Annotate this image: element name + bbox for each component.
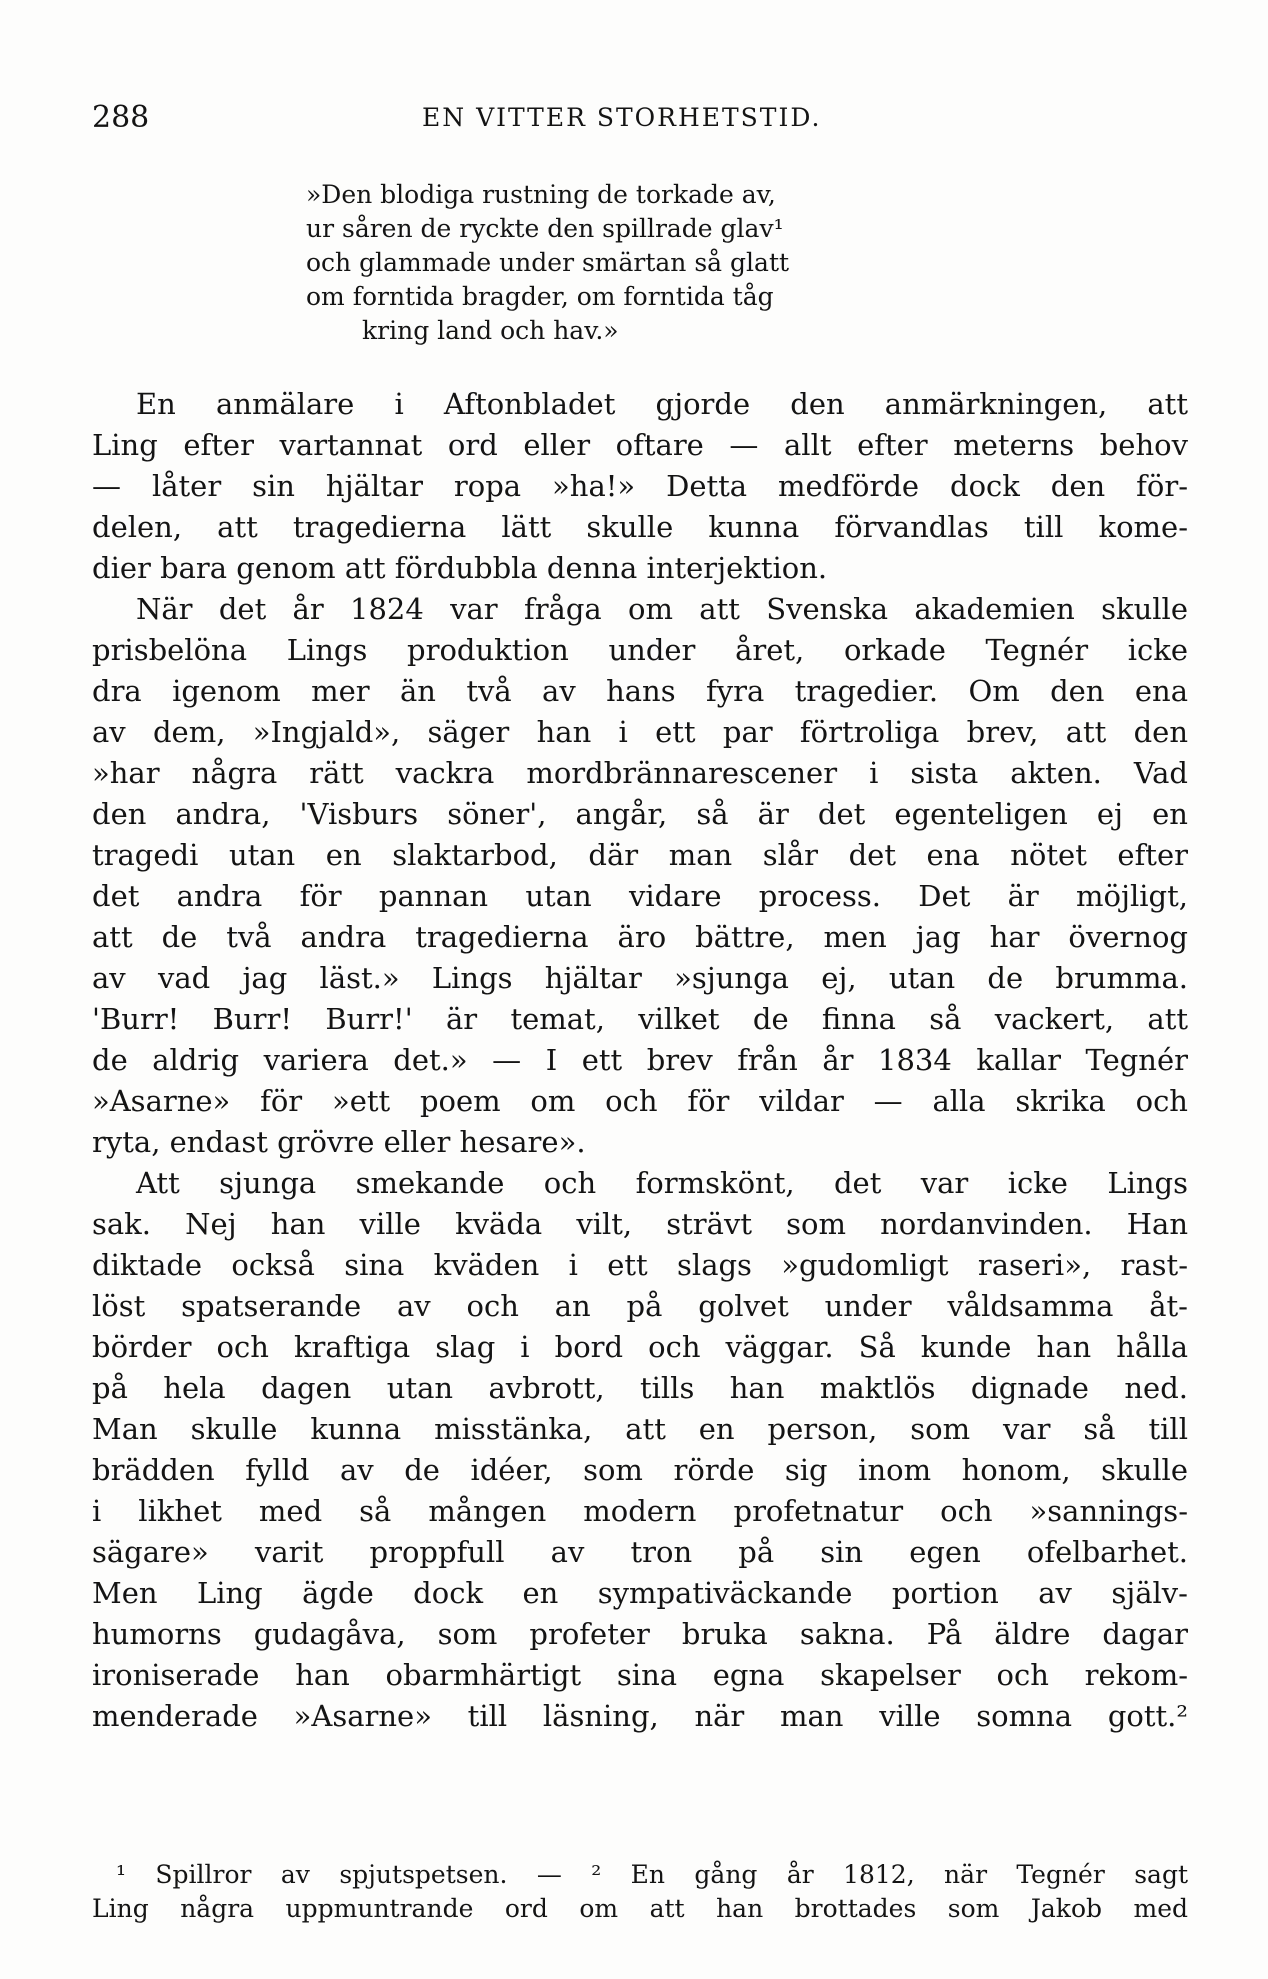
text-line: börder och kraftiga slag i bord och väggar. Så kunde han hålla — [92, 1330, 1188, 1364]
text-line: delen, att tragedierna lätt skulle kunna förvandlas till kome- — [92, 510, 1188, 544]
text-line: En anmälare i Aftonbladet gjorde den anmärkningen, att — [136, 387, 1188, 421]
text-line: — låter sin hjältar ropa »ha!» Detta medförde dock den för- — [92, 469, 1188, 503]
text-line: Men Ling ägde dock en sympativäckande portion av själv- — [92, 1576, 1188, 1610]
text-line: Ling efter vartannat ord eller oftare — allt efter meterns behov — [92, 428, 1188, 462]
page-header — [92, 98, 1188, 138]
text-line: sägare» varit proppfull av tron på sin egen ofelbarhet. — [92, 1535, 1188, 1569]
text-line: i likhet med så mången modern profetnatur och »sannings- — [92, 1494, 1188, 1528]
poem-line: om forntida bragder, om forntida tåg — [306, 282, 774, 311]
poem-line: och glammade under smärtan så glatt — [306, 248, 790, 277]
body-text — [92, 384, 1188, 1737]
text-line: ironiserade han obarmhärtigt sina egna skapelser och rekom- — [92, 1658, 1188, 1692]
poem-line: ur såren de ryckte den spillrade glav¹ — [306, 214, 784, 243]
text-line: de aldrig variera det.» — I ett brev från år 1834 kallar Tegnér — [92, 1043, 1188, 1077]
text-line: sak. Nej han ville kväda vilt, strävt som nordanvinden. Han — [92, 1207, 1188, 1241]
text-line: av vad jag läst.» Lings hjältar »sjunga ej, utan de brumma. — [92, 961, 1188, 995]
text-line: prisbelöna Lings produktion under året, orkade Tegnér icke — [92, 633, 1188, 667]
text-line: tragedi utan en slaktarbod, där man slår det ena nötet efter — [92, 838, 1188, 872]
text-line: brädden fylld av de idéer, som rörde sig inom honom, skulle — [92, 1453, 1188, 1487]
text-line: »Asarne» för »ett poem om och för vildar — alla skrika och — [92, 1084, 1188, 1118]
text-line: dra igenom mer än två av hans fyra tragedier. Om den ena — [92, 674, 1188, 708]
footnotes — [92, 1858, 1188, 1926]
text-line: dier bara genom att fördubbla denna interjektion. — [92, 551, 828, 585]
text-line: av dem, »Ingjald», säger han i ett par förtroliga brev, att den — [92, 715, 1188, 749]
text-line: Att sjunga smekande och formskönt, det var icke Lings — [136, 1166, 1188, 1200]
text-line: diktade också sina kväden i ett slags »gudomligt raseri», rast- — [92, 1248, 1188, 1282]
text-line: ryta, endast grövre eller hesare». — [92, 1125, 586, 1159]
text-line: »har några rätt vackra mordbrännarescener i sista akten. Vad — [92, 756, 1188, 790]
text-line: på hela dagen utan avbrott, tills han maktlös dignade ned. — [92, 1371, 1188, 1405]
footnote-line: Ling några uppmuntrande ord om att han brottades som Jakob med — [92, 1894, 1188, 1923]
text-line: När det år 1824 var fråga om att Svenska akademien skulle — [136, 592, 1188, 626]
poem-quote — [306, 178, 1026, 348]
running-title: EN VITTER STORHETSTID. — [422, 103, 822, 132]
text-line: humorns gudagåva, som profeter bruka sakna. På äldre dagar — [92, 1617, 1188, 1651]
text-line: det andra för pannan utan vidare process. Det är möjligt, — [92, 879, 1188, 913]
text-line: att de två andra tragedierna äro bättre, men jag har övernog — [92, 920, 1188, 954]
page-number: 288 — [92, 100, 150, 135]
text-line: 'Burr! Burr! Burr!' är temat, vilket de finna så vackert, att — [92, 1002, 1188, 1036]
text-line: Man skulle kunna misstänka, att en person, som var så till — [92, 1412, 1188, 1446]
text-line: löst spatserande av och an på golvet under våldsamma åt- — [92, 1289, 1188, 1323]
poem-line: »Den blodiga rustning de torkade av, — [306, 180, 776, 209]
poem-line: kring land och hav.» — [362, 316, 619, 345]
text-line: den andra, 'Visburs söner', angår, så är det egenteligen ej en — [92, 797, 1188, 831]
footnote-line: ¹ Spillror av spjutspetsen. — ² En gång år 1812, när Tegnér sagt — [116, 1860, 1188, 1889]
text-line: menderade »Asarne» till läsning, när man ville somna gott.² — [92, 1699, 1188, 1733]
